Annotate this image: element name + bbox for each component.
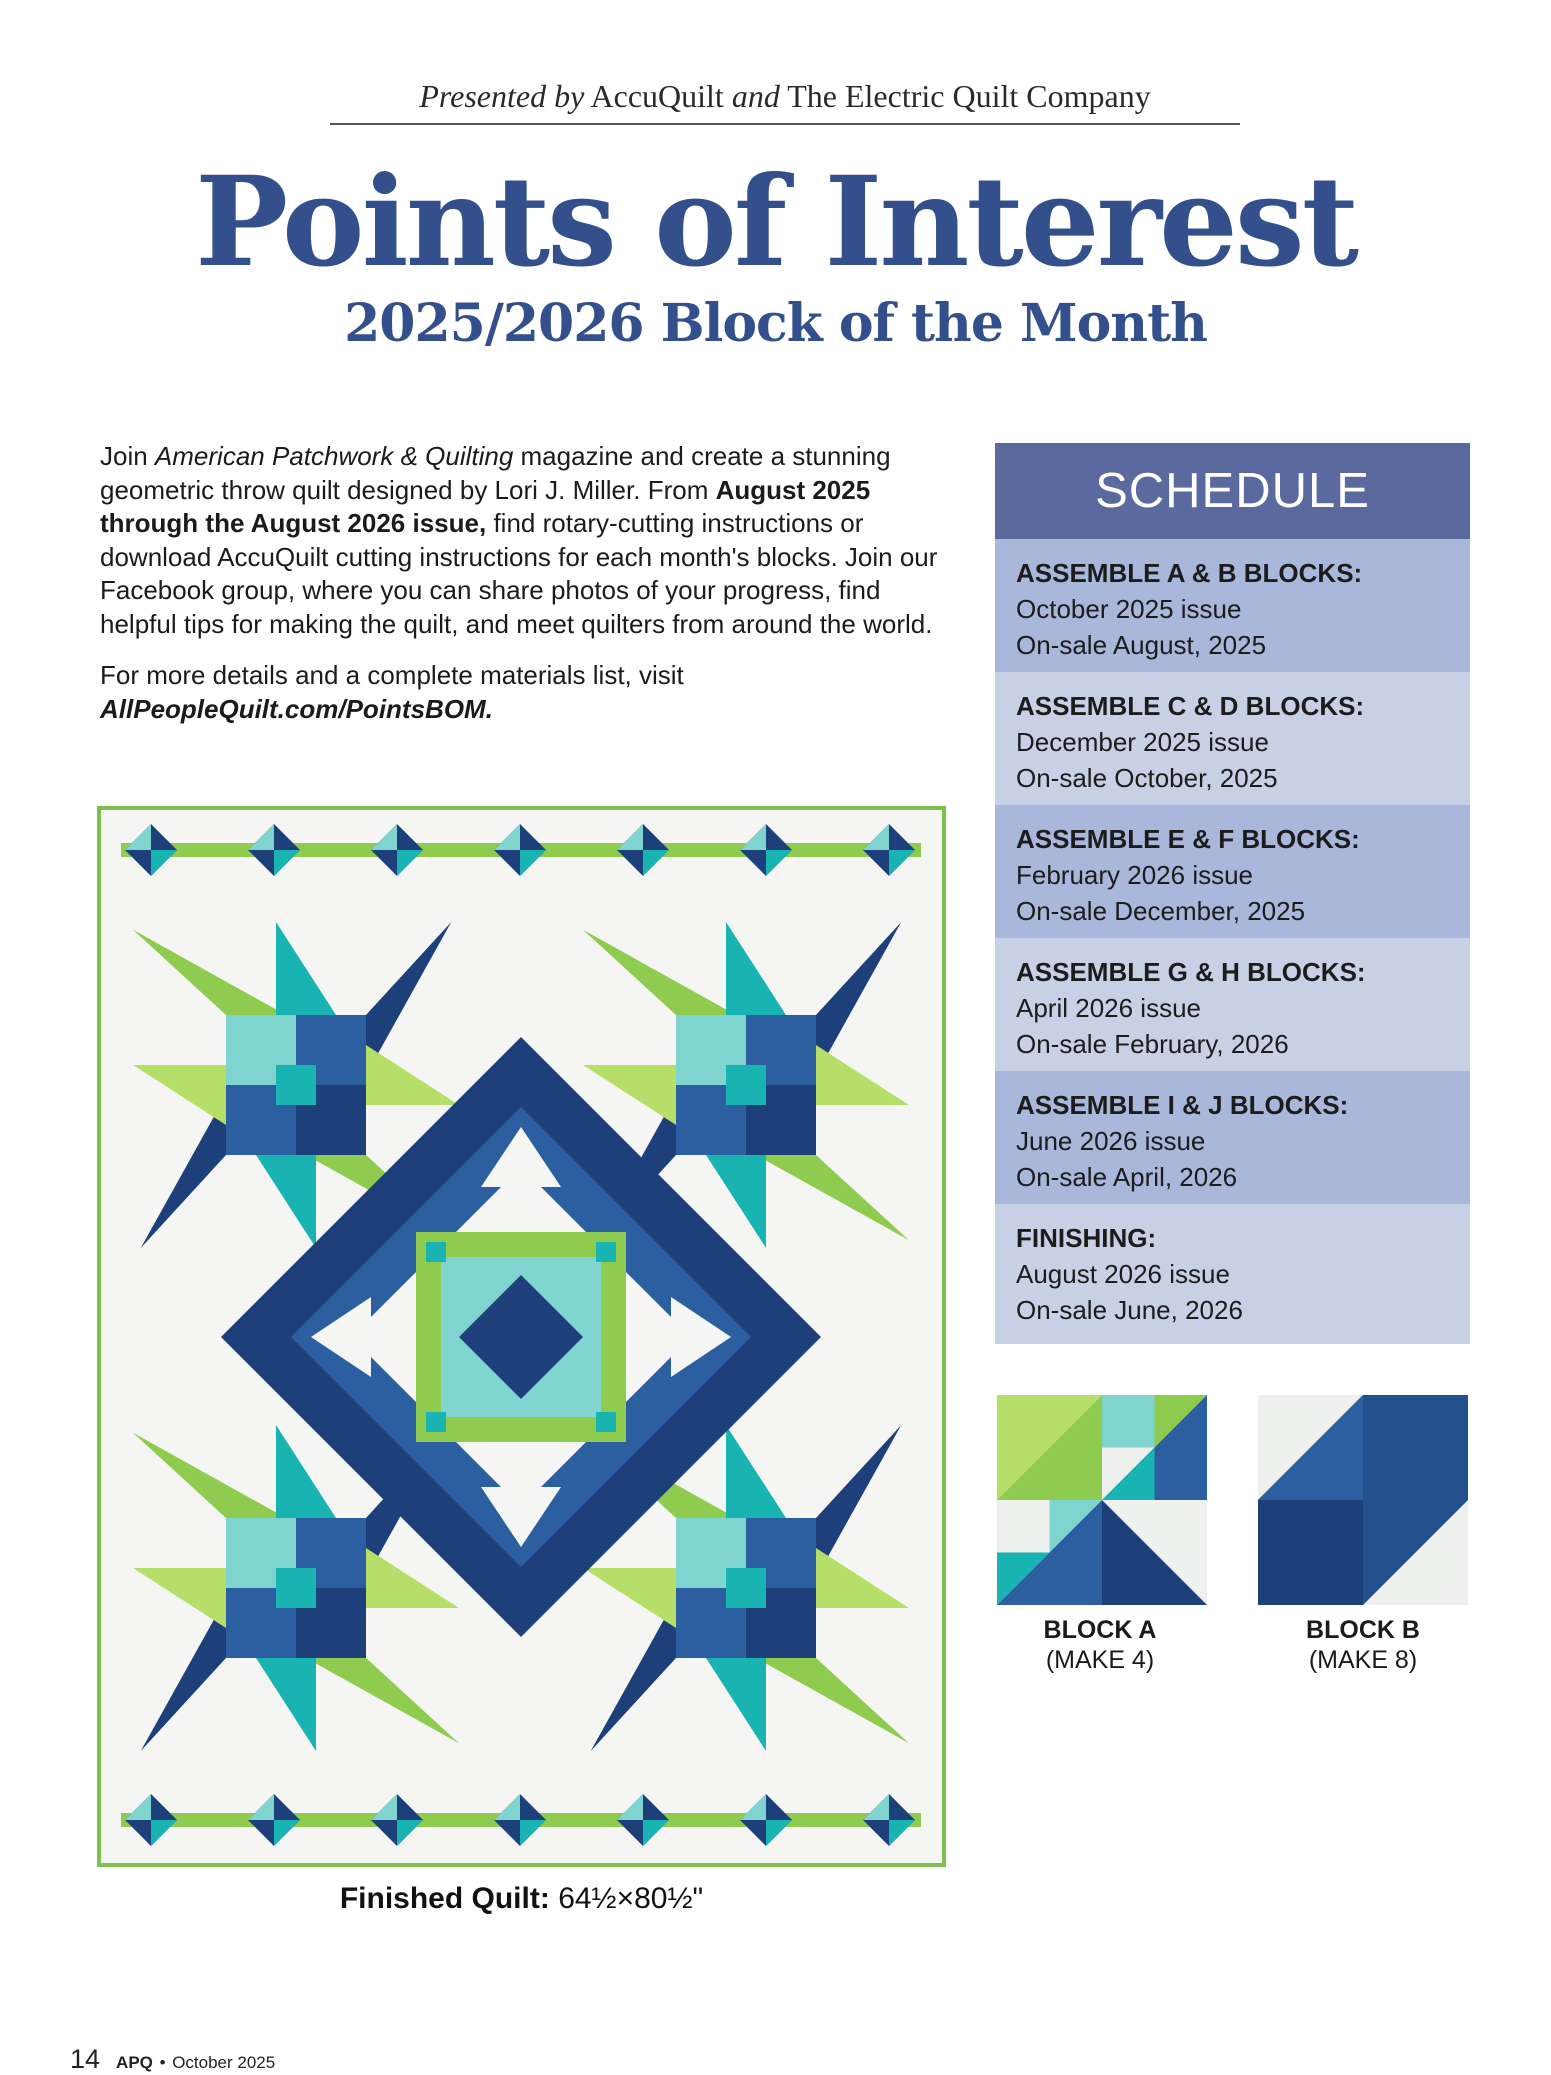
block-a-caption: BLOCK A (MAKE 4) (1043, 1616, 1157, 1674)
quilt-patch (726, 1568, 766, 1608)
quilt-illustration (97, 806, 946, 1867)
page-number: 14 (70, 2044, 101, 2074)
points-bom-link[interactable]: AllPeopleQuilt.com/PointsBOM. (100, 693, 493, 724)
quilt-patch (596, 1242, 616, 1262)
block-b-image (1258, 1395, 1468, 1605)
quilt-svg (101, 810, 942, 1863)
block-a-image (997, 1395, 1207, 1605)
page-title: Points of Interest (195, 150, 1356, 295)
intro-text (100, 440, 960, 744)
presented-by-line: Presented by AccuQuilt and The Electric Quilt Company (330, 78, 1240, 125)
schedule-row: ASSEMBLE C & D BLOCKS: December 2025 issue On-sale October, 2025 (995, 672, 1470, 805)
schedule-row: ASSEMBLE A & B BLOCKS: October 2025 issue On-sale August, 2025 (995, 539, 1470, 672)
quilt-patch (426, 1412, 446, 1432)
intro-paragraph-2: For more details and a complete materials list, visit AllPeopleQuilt.com/PointsBOM. (100, 660, 684, 724)
schedule-row: ASSEMBLE I & J BLOCKS: June 2026 issue On-sale April, 2026 (995, 1071, 1470, 1204)
quilt-patch (276, 1065, 316, 1105)
schedule-panel (995, 443, 1470, 1344)
page-subtitle: 2025/2026 Block of the Month (344, 293, 1207, 354)
schedule-row: ASSEMBLE G & H BLOCKS: April 2026 issue On-sale February, 2026 (995, 938, 1470, 1071)
schedule-title: SCHEDULE (995, 443, 1470, 539)
quilt-patch (596, 1412, 616, 1432)
schedule-row: FINISHING: August 2026 issue On-sale June, 2026 (995, 1204, 1470, 1344)
page-footer: 14 APQ • October 2025 (70, 2044, 276, 2074)
quilt-caption: Finished Quilt: 64½×80½" (339, 1882, 704, 1915)
quilt-patch (726, 1065, 766, 1105)
quilt-patch (276, 1568, 316, 1608)
quilt-patch (426, 1242, 446, 1262)
schedule-row: ASSEMBLE E & F BLOCKS: February 2026 issue On-sale December, 2025 (995, 805, 1470, 938)
block-b-caption: BLOCK B (MAKE 8) (1306, 1616, 1420, 1674)
intro-paragraph-1: Join American Patchwork & Quilting magazine and create a stunning geometric throw quilt designed by Lori J. Miller. From August 2025 through the August 2026 issue, find rotary-cutting instructions or download AccuQuilt cutting instructions for each month's blocks. Join our Facebook group, where you can share photos of your progress, find helpful tips for making the quilt, and meet quilters from around the world. (100, 441, 938, 639)
